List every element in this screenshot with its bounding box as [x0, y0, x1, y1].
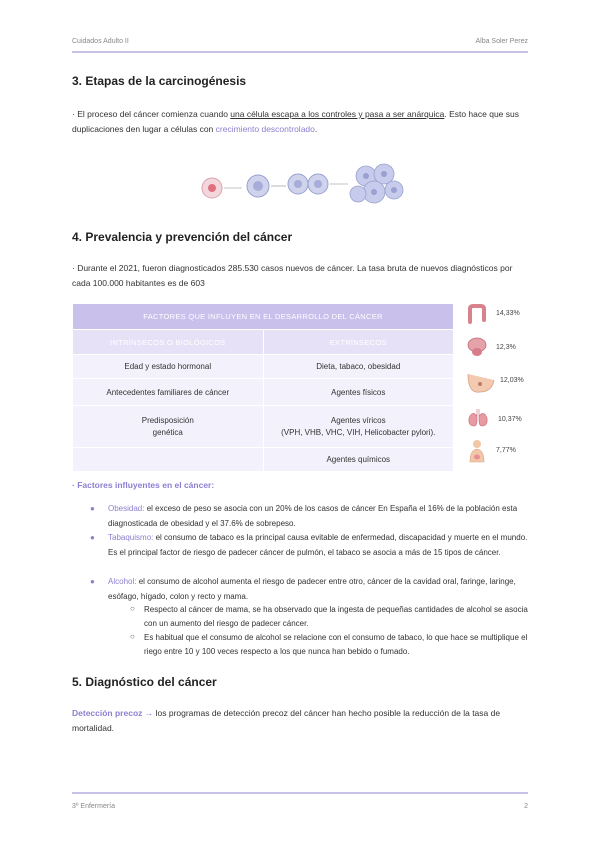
- tumor-cell-mass: [350, 164, 403, 203]
- table-cell: Agentes físicos: [263, 379, 454, 406]
- col2-label: EXTRÍNSECOS: [329, 337, 387, 347]
- s5-text: los programas de detección precoz del cáncer han hecho posible la reducción de la tasa de mortalidad.: [72, 708, 501, 733]
- bullet-dot: ●: [90, 504, 95, 513]
- table-cell: [263, 406, 454, 448]
- section-5-paragraph: [72, 706, 528, 736]
- bladder-icon: [466, 438, 488, 464]
- table-cell: Antecedentes familiares de cáncer: [73, 379, 264, 406]
- footer-divider: [72, 792, 528, 794]
- organ-pct: 14,33%: [496, 310, 520, 317]
- page-header: [72, 38, 528, 45]
- daughter-cells: [288, 174, 328, 194]
- section-3-title: 3. Etapas de la carcinogénesis: [72, 74, 247, 88]
- cell-line: (VPH, VHB, VHC, VIH, Helicobacter pylori).: [281, 427, 436, 437]
- dividing-cell: [247, 175, 269, 197]
- s3-highlight: crecimiento descontrolado: [215, 124, 315, 134]
- cell-line: Predisposición: [141, 415, 194, 425]
- breast-icon: [466, 368, 496, 396]
- s3-underlined-text: una célula escapa a los controles y pasa a ser anárquica: [230, 109, 445, 119]
- carcinogenesis-diagram: [198, 150, 408, 212]
- lung-icon: [466, 406, 490, 430]
- cell-line: Agentes víricos: [330, 415, 386, 425]
- normal-cell: [202, 178, 222, 198]
- organ-pct: 12,03%: [500, 377, 524, 384]
- table-col-extrinsic: [263, 330, 454, 355]
- header-course: Cuidados Adulto II: [72, 38, 129, 45]
- table-cell: [73, 406, 264, 448]
- table-title: FACTORES QUE INFLUYEN EN EL DESARROLLO DEL CÁNCER: [73, 304, 454, 330]
- organ-pct: 12,3%: [496, 344, 516, 351]
- bullet-label: Tabaquismo:: [108, 533, 154, 542]
- table-cell: Edad y estado hormonal: [73, 355, 264, 379]
- organ-pct: 10,37%: [498, 416, 522, 423]
- section-5-title: 5. Diagnóstico del cáncer: [72, 675, 217, 689]
- page-footer: [72, 803, 528, 810]
- bullet-alcohol: [108, 574, 528, 604]
- table-cell: Agentes químicos: [263, 448, 454, 472]
- bullet-dot: ●: [90, 533, 95, 542]
- s3-text-mid: . Esto hace que sus duplicaciones den lugar a células con: [72, 109, 520, 134]
- bullet-obesity: [108, 501, 528, 531]
- colon-icon: [466, 304, 488, 324]
- organ-pct: 7,77%: [496, 447, 516, 454]
- header-divider: [72, 51, 528, 53]
- col1-label: INTRÍNSECOS O BIOLÓGICOS: [109, 337, 226, 347]
- factors-title: · Factores influyentes en el cáncer:: [72, 480, 215, 490]
- section-4-paragraph: · Durante el 2021, fueron diagnosticados 285.530 casos nuevos de cáncer. La tasa bruta de nuevos diagnósticos por cada 100.000 habitantes es de 603: [72, 263, 513, 288]
- table-cell-empty: [73, 448, 264, 472]
- table-row: [73, 448, 454, 472]
- bullet-body: el consumo de alcohol aumenta el riesgo de padecer entre otro, cáncer de la cavidad oral, faringe, laringe, esófago, hígado, colon y recto y mama.: [108, 577, 516, 601]
- bullet-label: Obesidad:: [108, 504, 145, 513]
- table-row: [73, 379, 454, 406]
- early-detection-label: Detección precoz →: [72, 708, 154, 718]
- bullet-body: el exceso de peso se asocia con un 20% de los casos de cáncer En España el 16% de la población esta diagnosticada de obesidad y el 37.6% de sobrepeso.: [108, 504, 518, 528]
- s3-text-start: · El proceso del cáncer comienza cuando: [72, 109, 231, 119]
- bullet-smoking: [108, 530, 528, 560]
- s3-text-end: .: [314, 124, 318, 134]
- sub-bullet-breast: Respecto al cáncer de mama, se ha observado que la ingesta de pequeñas cantidades de alcohol se asocia con un aumento del riesgo de padecer cáncer.: [144, 605, 528, 628]
- section-3-paragraph: [72, 107, 528, 137]
- cell-line: genética: [152, 427, 183, 437]
- table-row: [73, 355, 454, 379]
- table-col-intrinsic: [73, 330, 264, 355]
- bullet-body: el consumo de tabaco es la principal causa evitable de enfermedad, discapacidad y muerte en el mundo. Es el principal factor de riesgo de padecer cáncer de pulmón, el tabaco se asocia a más de 15 tipos de cáncer.: [108, 533, 528, 557]
- bullet-label: Alcohol:: [108, 577, 137, 586]
- sub-bullet-tobacco: Es habitual que el consumo de alcohol se relacione con el consumo de tabaco, lo que hace se multiplique el riego entre 10 y 100 veces respecto a los que nunca han bebido o fumado.: [144, 633, 528, 656]
- table-cell: Dieta, tabaco, obesidad: [263, 355, 454, 379]
- sub-bullet-ring: ○: [130, 604, 135, 613]
- risk-factors-table: [72, 303, 454, 472]
- bullet-dot: ●: [90, 577, 95, 586]
- table-row: [73, 406, 454, 448]
- section-4-title: 4. Prevalencia y prevención del cáncer: [72, 230, 293, 244]
- sub-bullet-ring: ○: [130, 632, 135, 641]
- page-number: 2: [524, 803, 528, 810]
- prostate-icon: [466, 336, 488, 358]
- footer-course: 3º Enfermería: [72, 803, 116, 810]
- header-author: Alba Soler Perez: [475, 38, 528, 45]
